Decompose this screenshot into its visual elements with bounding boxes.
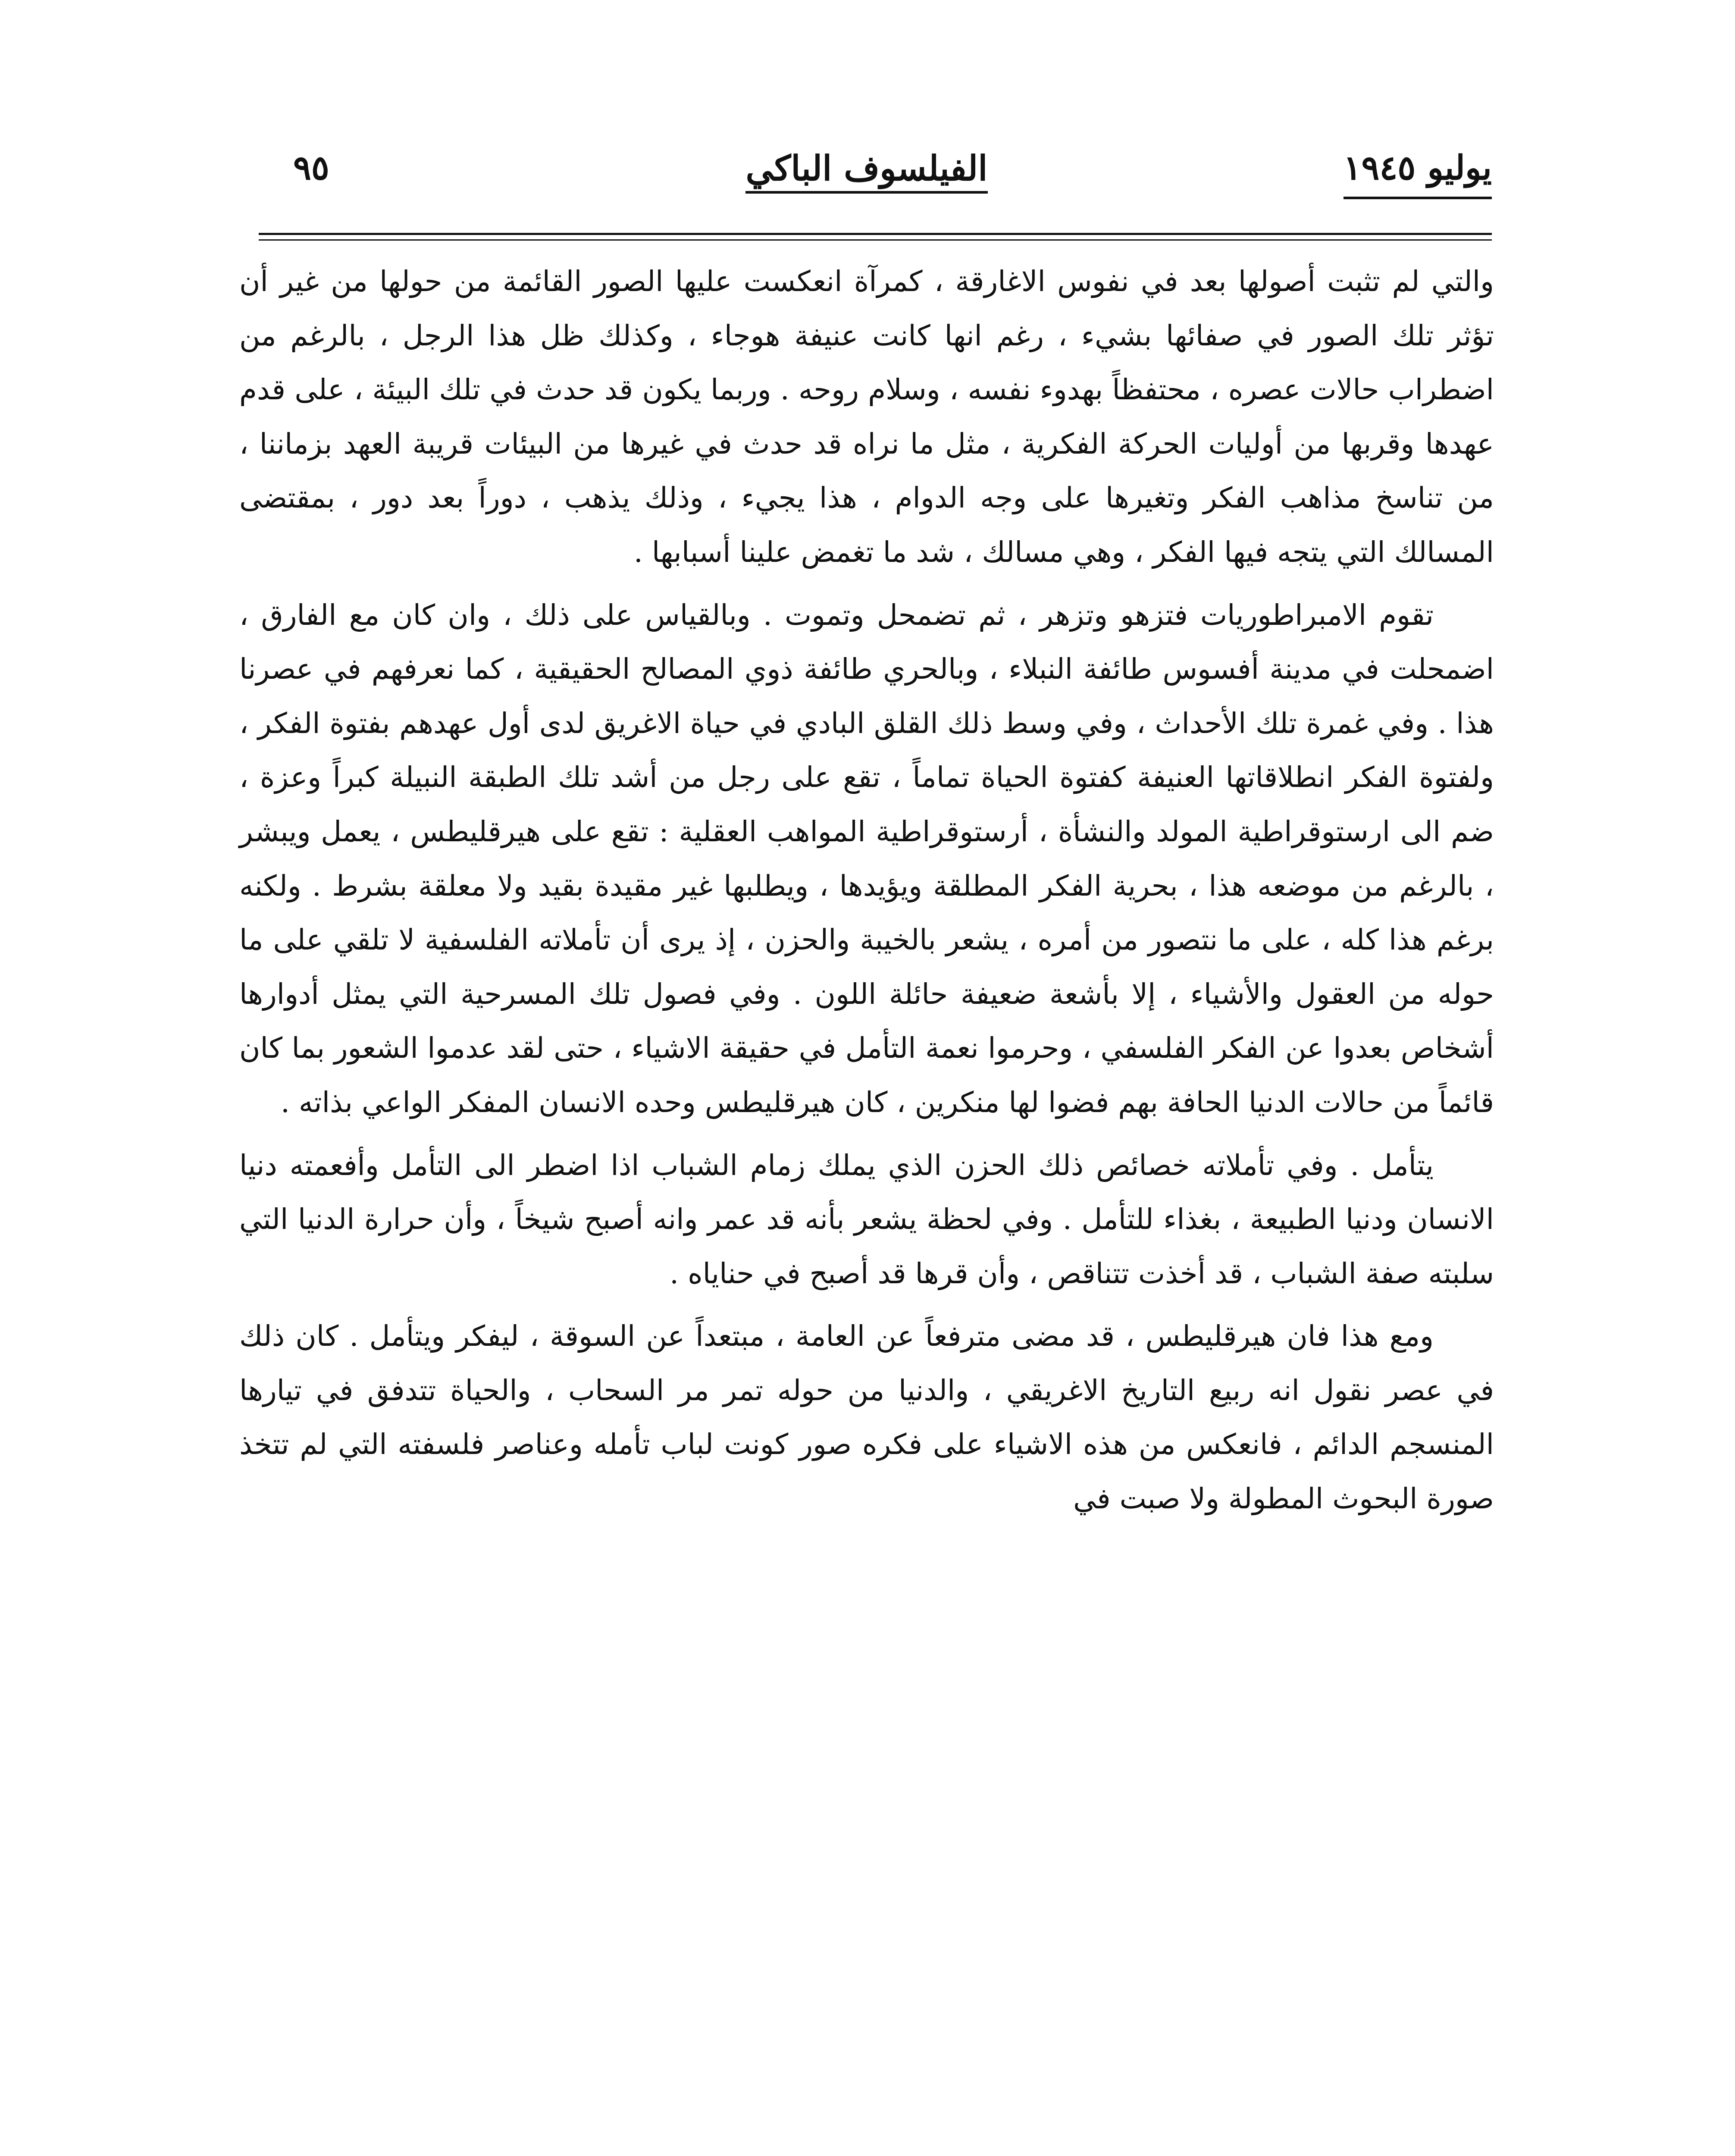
page-number: ٩٥ <box>293 148 329 188</box>
paragraph: يتأمل . وفي تأملاته خصائص ذلك الحزن الذي يملك زمام الشباب اذا اضطر الى التأمل وأفعمته دنيا الانسان ودنيا الطبيعة ، بغذاء للتأمل . وفي لحظة يشعر بأنه قد عمر وانه أصبح شيخاً ، وأن حرارة الدنيا التي سلبته صفة الشباب ، قد أخذت تتناقص ، وأن قرها قد أصبح في حناياه . <box>239 1148 1494 1290</box>
header-title: الفيلسوف الباكي <box>745 148 987 194</box>
paragraph: تقوم الامبراطوريات فتزهو وتزهر ، ثم تضمحل وتموت . وبالقياس على ذلك ، وان كان مع الفارق ، اضمحلت في مدينة أفسوس طائفة النبلاء ، وبالحري طائفة ذوي المصالح الحقيقية ، كما نعرفهم في عصرنا هذا . وفي غمرة تلك الأحداث ، وفي وسط ذلك القلق البادي في حياة الاغريق لدى أول عهدهم بفتوة الفكر ، ولفتوة الفكر انطلاقاتها العنيفة كفتوة الحياة تماماً ، تقع على رجل من أشد تلك الطبقة النبيلة كبراً وعزة ، ضم الى ارستوقراطية المولد والنشأة ، أرستوقراطية المواهب العقلية : تقع على هيرقليطس ، يعمل ويبشر ، بالرغم من موضعه هذا ، بحرية الفكر المطلقة ويؤيدها ، ويطلبها غير مقيدة بقيد ولا معلقة بشرط . ولكنه برغم هذا كله ، على ما نتصور من أمره ، يشعر بالخيبة والحزن ، إذ يرى أن تأملاته الفلسفية لا تلقي على ما حوله من العقول والأشياء ، إلا بأشعة ضعيفة حائلة اللون . وفي فصول تلك المسرحية التي يمثل أدوارها أشخاص بعدوا عن الفكر الفلسفي ، وحرموا نعمة التأمل في حقيقة الاشياء ، حتى لقد عدموا الشعور بما كان قائماً من حالات الدنيا الحافة بهم فضوا لها منكرين ، كان هيرقليطس وحده الانسان المفكر الواعي بذاته . <box>239 598 1494 1119</box>
header-date: يوليو ١٩٤٥ <box>1344 142 1492 199</box>
paragraph: والتي لم تثبت أصولها بعد في نفوس الاغارقة ، كمرآة انعكست عليها الصور القائمة من حولها من غير أن تؤثر تلك الصور في صفائها بشيء ، رغم انها كانت عنيفة هوجاء ، وكذلك ظل هذا الرجل ، بالرغم من اضطراب حالات عصره ، محتفظاً بهدوء نفسه ، وسلام روحه . وربما يكون قد حدث في تلك البيئة ، على قدم عهدها وقربها من أوليات الحركة الفكرية ، مثل ما نراه قد حدث في غيرها من البيئات قريبة العهد بزماننا ، من تناسخ مذاهب الفكر وتغيرها على وجه الدوام ، هذا يجيء ، وذلك يذهب ، دوراً بعد دور ، بمقتضى المسالك التي يتجه فيها الفكر ، وهي مسالك ، شد ما تغمض علينا أسبابها . <box>239 265 1494 569</box>
running-header <box>241 142 1492 211</box>
paragraph: ومع هذا فان هيرقليطس ، قد مضى مترفعاً عن العامة ، مبتعداً عن السوقة ، ليفكر ويتأمل . كان ذلك في عصر نقول انه ربيع التاريخ الاغريقي ، والدنيا من حوله تمر مر السحاب ، والحياة تتدفق في تيارها المنسجم الدائم ، فانعكس من هذه الاشياء على فكره صور كونت لباب تأمله وعناصر فلسفته التي لم تتخذ صورة البحوث المطولة ولا صبت في <box>239 1319 1494 1516</box>
header-rule-secondary <box>259 239 1492 241</box>
header-title-wrap <box>241 142 1492 194</box>
header-rule <box>259 233 1492 235</box>
body-text <box>239 254 1494 1526</box>
